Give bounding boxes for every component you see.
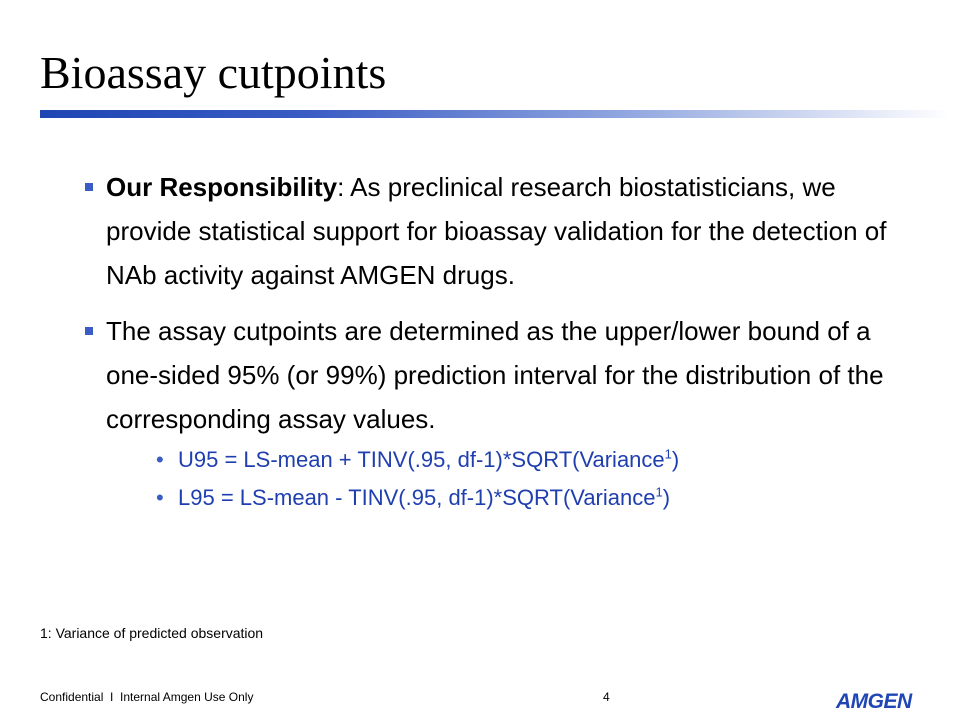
bullet-cutpoints bbox=[80, 309, 920, 517]
title-underline-bar bbox=[40, 110, 950, 118]
sub-bullet-l95 bbox=[156, 479, 920, 517]
formula-text: L95 = LS-mean - TINV(.95, df-1)*SQRT(Variance bbox=[178, 485, 656, 510]
footnote-ref: 1 bbox=[655, 484, 663, 500]
amgen-logo: AMGEN bbox=[836, 690, 912, 713]
formula-tail: ) bbox=[671, 447, 680, 472]
dot-bullet-icon: • bbox=[156, 447, 164, 472]
formula-text: U95 = LS-mean + TINV(.95, df-1)*SQRT(Variance bbox=[178, 447, 665, 472]
footnote-ref: 1 bbox=[664, 446, 672, 462]
dot-bullet-icon: • bbox=[156, 485, 164, 510]
bullet-responsibility bbox=[80, 165, 920, 297]
square-bullet-icon bbox=[85, 327, 93, 335]
bullet-list bbox=[80, 165, 920, 517]
bullet-text: The assay cutpoints are determined as the upper/lower bound of a one-sided 95% (or 99%) prediction interval for the distribution of the corresponding assay values. bbox=[106, 316, 884, 434]
slide-title: Bioassay cutpoints bbox=[40, 47, 387, 98]
square-bullet-icon bbox=[85, 183, 93, 191]
page-number: 4 bbox=[603, 690, 610, 704]
sub-bullet-list bbox=[106, 441, 920, 517]
sub-bullet-u95 bbox=[156, 441, 920, 479]
bullet-text: : As preclinical research biostatisticians, we provide statistical support for bioassay validation for the detection of NAb activity against AMGEN drugs. bbox=[106, 172, 887, 290]
bullet-bold-lead: Our Responsibility bbox=[106, 172, 338, 202]
confidentiality-notice: Confidential I Internal Amgen Use Only bbox=[40, 690, 254, 704]
footnote: 1: Variance of predicted observation bbox=[40, 625, 264, 641]
formula-tail: ) bbox=[662, 485, 671, 510]
